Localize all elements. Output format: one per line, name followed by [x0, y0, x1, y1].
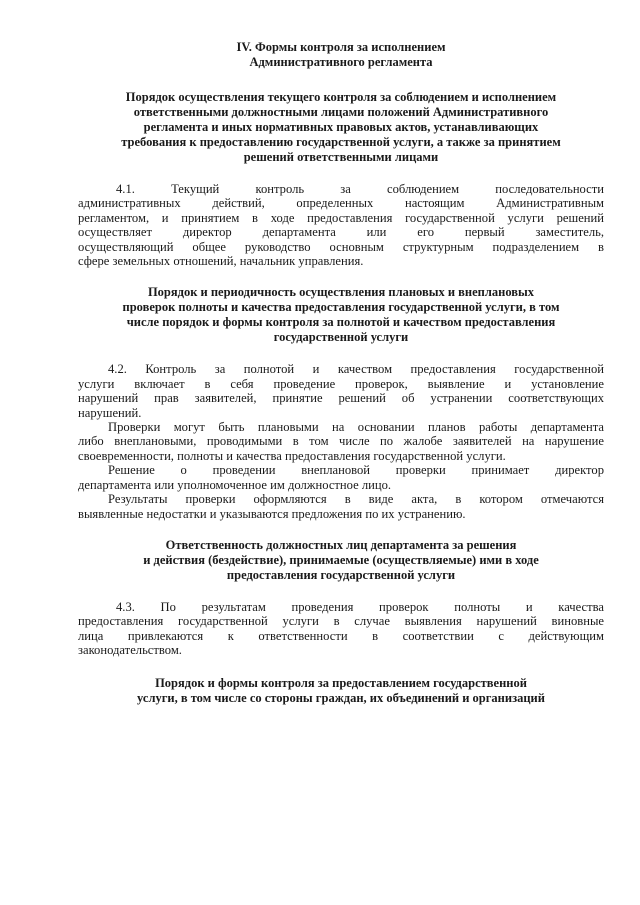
text-line: услуги включает в себя проведение проверок, выявление и установление [78, 376, 604, 391]
chapter-title [78, 40, 604, 70]
text-line: Решение о проведении внеплановой проверки принимает директор [108, 463, 604, 478]
text-line: своевременности, полноты и качества предоставления государственной услуги. [78, 448, 506, 463]
chapter-title-line: Административного регламента [249, 55, 433, 69]
text-line: административных действий, определенных настоящим Административным [78, 196, 604, 211]
heading-line: государственной услуги [273, 330, 409, 345]
heading-line: требования к предоставлению государственной услуги, а также за принятием [121, 135, 561, 149]
heading-line: Порядок и формы контроля за предоставлением государственной [155, 675, 527, 690]
text-line: Проверки могут быть плановыми на основании планов работы департамента [108, 420, 604, 435]
heading-line: проверок полноты и качества предоставления государственной услуги, в том [122, 300, 560, 315]
text-line: 4.3. По результатам проведения проверок полноты и качества [116, 599, 604, 614]
heading-line: услуги, в том числе со стороны граждан, их объединений и организаций [137, 690, 545, 705]
document-page [78, 40, 604, 706]
text-line: 4.1. Текущий контроль за соблюдением последовательности [116, 182, 604, 196]
text-line: выявленные недостатки и указываются предложения по их устранению. [78, 506, 466, 521]
heading-line: предоставления государственной услуги [226, 567, 456, 582]
text-line: осуществляет директор департамента или его первый заместитель, [78, 225, 604, 240]
text-line: нарушений прав заявителей, принятие решений об устранении соответствующих [78, 391, 604, 406]
heading-line: числе порядок и формы контроля за полнотой и качеством предоставления [126, 315, 556, 330]
heading-line: Порядок и периодичность осуществления плановых и внеплановых [147, 285, 535, 300]
text-line: сфере земельных отношений, начальник управления. [78, 254, 364, 269]
heading-line: регламента и иных нормативных правовых актов, устанавливающих [143, 120, 539, 134]
text-line: лица привлекаются к ответственности в соответствии с действующим [78, 628, 604, 643]
section-heading-public-control [78, 676, 604, 706]
text-line: регламентом, и принятием в ходе предоставления государственной услуги решений [78, 210, 604, 225]
text-line: 4.2. Контроль за полнотой и качеством предоставления государственной [108, 362, 604, 377]
paragraph-4-1 [78, 182, 604, 268]
text-line: осуществляющий общее руководство основным структурным подразделением в [78, 239, 604, 254]
heading-line: ответственными должностными лицами положений Административного [133, 105, 549, 119]
text-line: законодательством. [78, 643, 182, 658]
section-heading-current-control [78, 90, 604, 165]
section-heading-responsibility [78, 538, 604, 583]
heading-line: Ответственность должностных лиц департамента за решения [165, 537, 517, 552]
heading-line: Порядок осуществления текущего контроля за соблюдением и исполнением [125, 90, 557, 104]
text-line: либо внеплановыми, проводимыми в том числе по жалобе заявителей на нарушение [78, 434, 604, 449]
text-line: предоставления государственной услуги в случае выявления нарушений виновные [78, 614, 604, 629]
text-line: Результаты проверки оформляются в виде акта, в котором отмечаются [108, 492, 604, 507]
paragraph-4-2 [78, 362, 604, 520]
heading-line: решений ответственными лицами [243, 150, 439, 164]
text-line: департамента или уполномоченное им должностное лицо. [78, 477, 392, 492]
heading-line: и действия (бездействие), принимаемые (осуществляемые) ими в ходе [143, 552, 539, 567]
chapter-title-line: IV. Формы контроля за исполнением [236, 40, 446, 54]
paragraph-4-3 [78, 600, 604, 658]
section-heading-inspections [78, 285, 604, 345]
text-line: нарушений. [78, 405, 142, 420]
